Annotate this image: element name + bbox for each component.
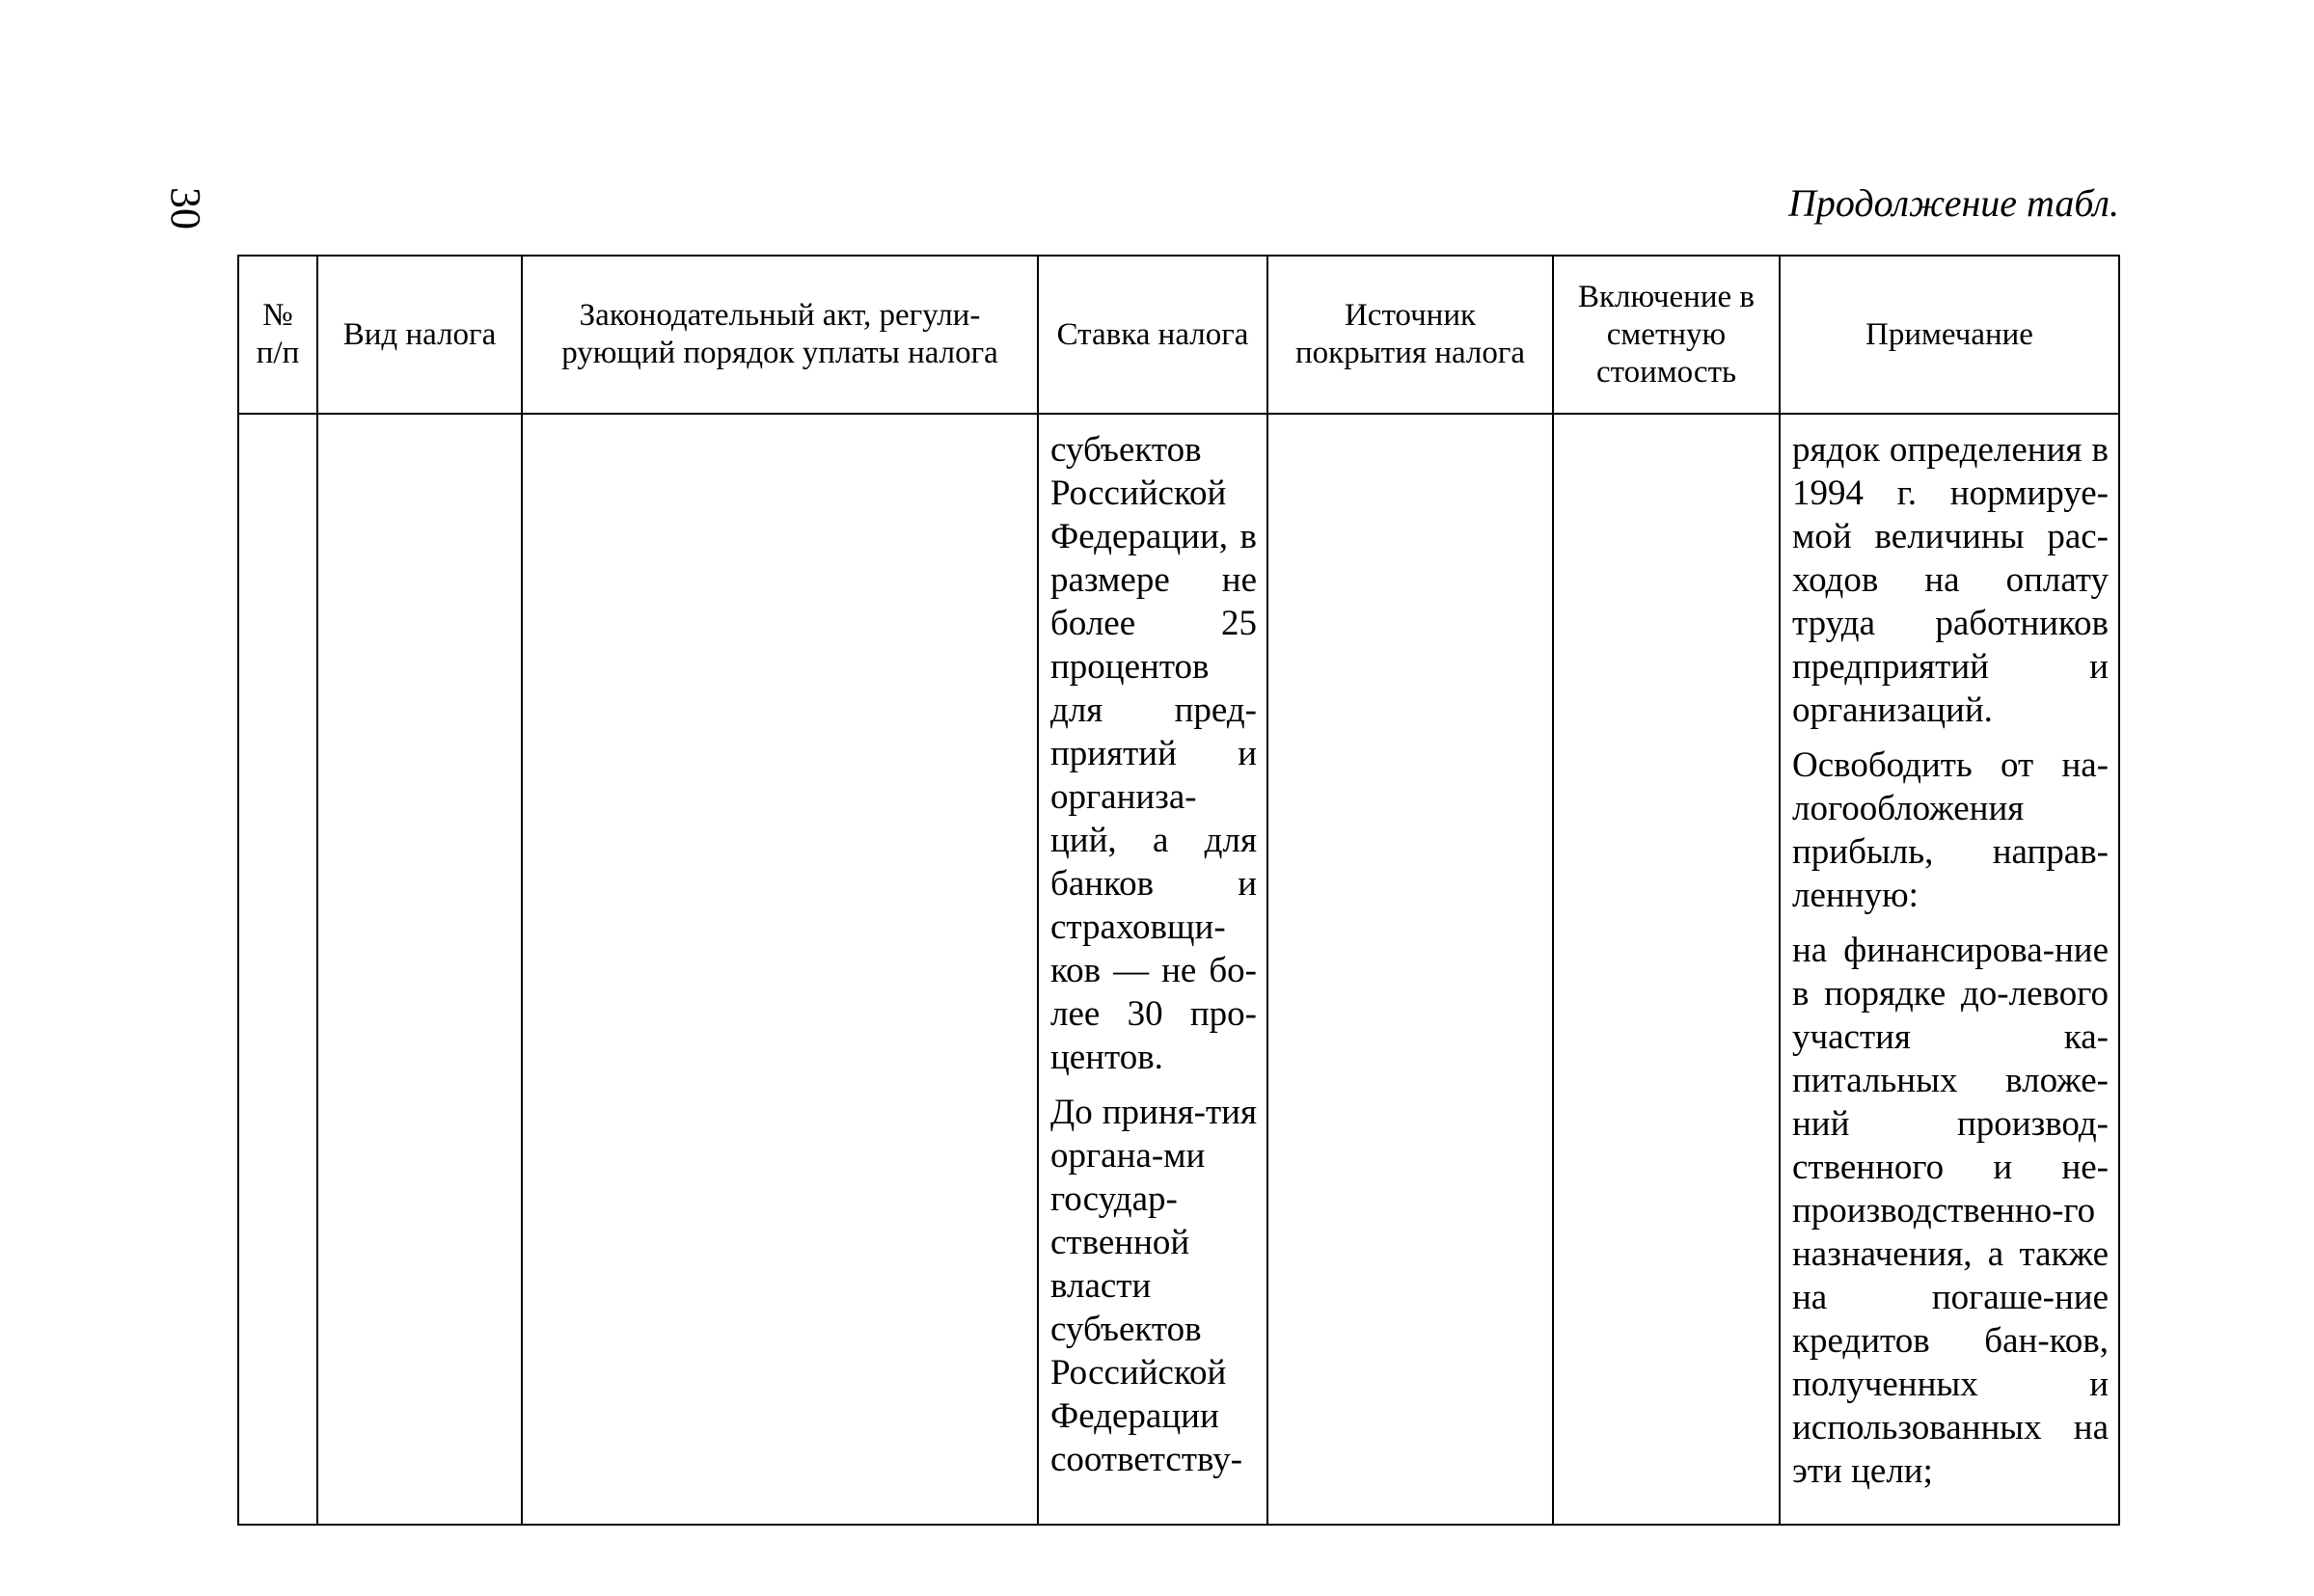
- cell-note: [1780, 414, 2119, 1525]
- cell-tax-type: [317, 414, 522, 1525]
- cell-legislative-act: [522, 414, 1038, 1525]
- table-header-row: [238, 256, 2119, 414]
- cell-estimate-inclusion: [1553, 414, 1780, 1525]
- page-number: 30: [162, 187, 209, 230]
- header-coverage-source: Источник покрытия налога: [1267, 256, 1553, 414]
- rate-paragraph: До приня-тия органа-ми государ-ственной власти субъектов Российской Федерации соответству-: [1050, 1093, 1257, 1479]
- table-row: [238, 414, 2119, 1525]
- cell-tax-rate: [1038, 414, 1267, 1525]
- header-estimate-inclusion: Включение в сметную стоимость: [1553, 256, 1780, 414]
- cell-coverage-source: [1267, 414, 1553, 1525]
- rate-paragraph: субъектов Российской Федерации, в размере не более 25 процентов для пред-приятий и организа-ций, а для банков и страховщи-ков — не бо-лее 30 про-центов.: [1050, 430, 1257, 1077]
- note-paragraph: Освободить от на-логообложения прибыль, направ-ленную:: [1792, 745, 2109, 915]
- header-note: Примечание: [1780, 256, 2119, 414]
- note-paragraph: рядок определения в 1994 г. нормируе-мой величины рас-ходов на оплату труда работников предприятий и организаций.: [1792, 430, 2109, 730]
- header-tax-rate: Ставка налога: [1038, 256, 1267, 414]
- tax-table: [237, 255, 2120, 1526]
- table-continuation-label: Продолжение табл.: [1787, 181, 2119, 225]
- note-paragraph: на финансирова-ние в порядке до-левого участия ка-питальных вложе-ний производ-ственного и не-производственно-го назначения, а также на погаше-ние кредитов бан-ков, полученных и использованных на эти цели;: [1792, 931, 2109, 1491]
- header-number: № п/п: [238, 256, 317, 414]
- header-tax-type: Вид налога: [317, 256, 522, 414]
- header-legislative-act: Законодательный акт, регули-рующий порядок уплаты налога: [522, 256, 1038, 414]
- cell-number: [238, 414, 317, 1525]
